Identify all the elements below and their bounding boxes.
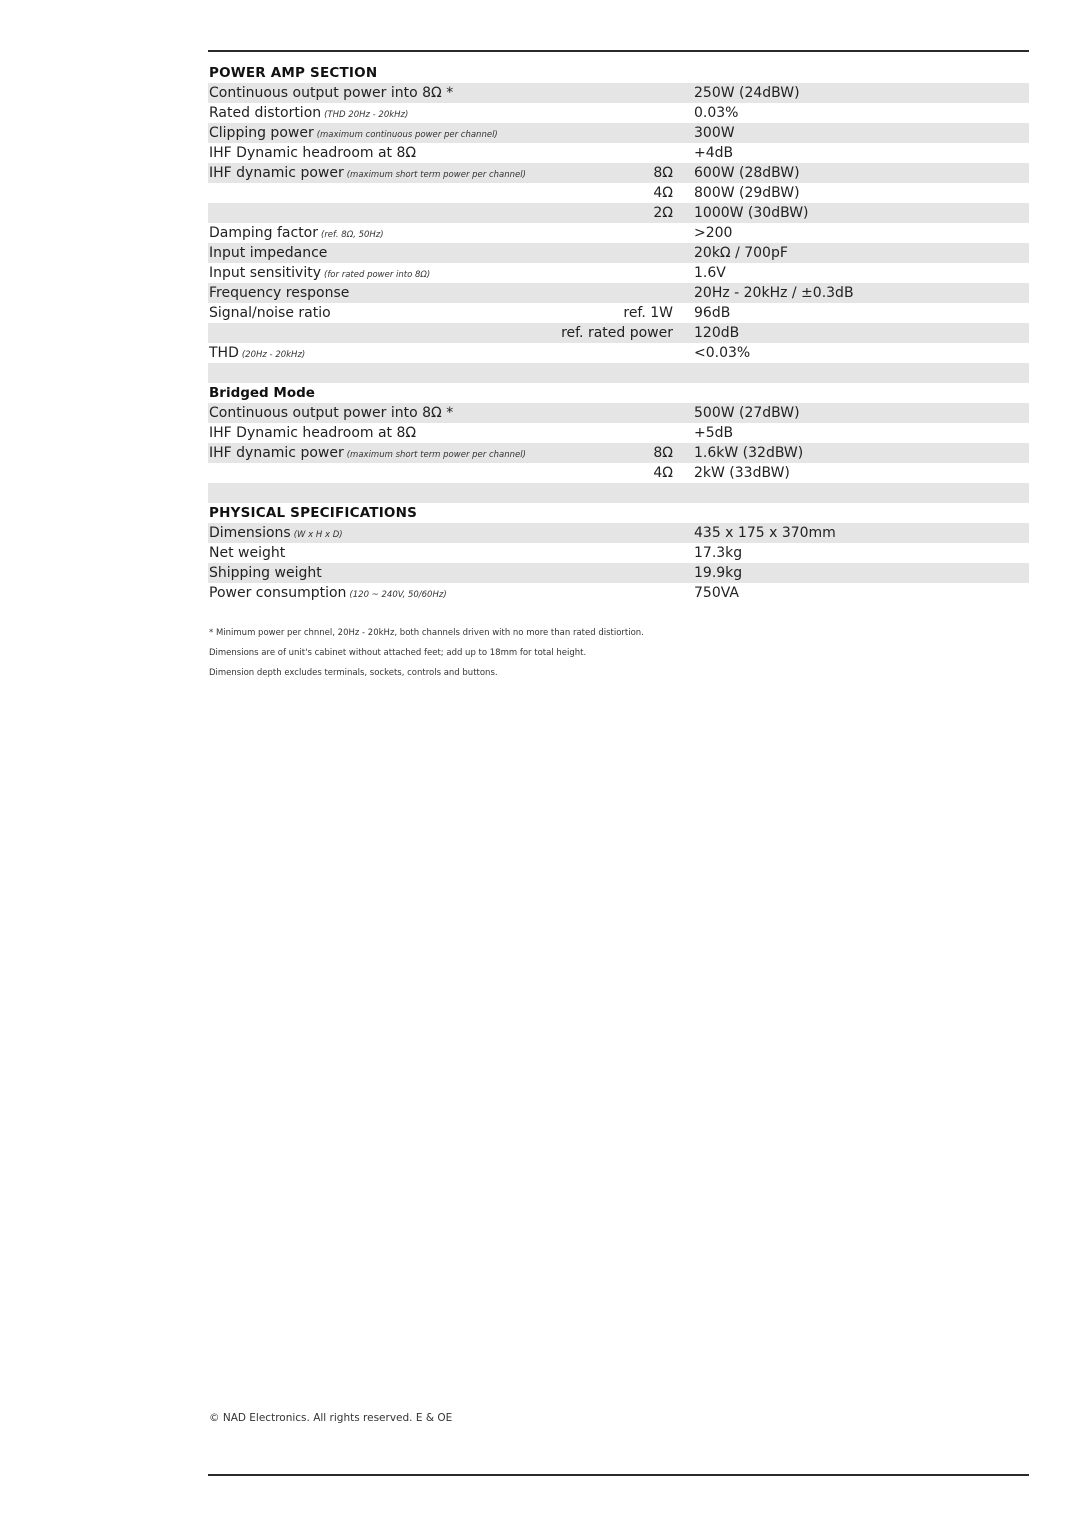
spec-value: 120dB <box>694 325 740 341</box>
spec-value: 96dB <box>694 305 731 321</box>
spec-label <box>209 183 212 205</box>
spec-value: 1.6V <box>694 265 726 281</box>
footnotes <box>209 625 644 685</box>
spec-label-text: IHF dynamic power <box>209 165 344 181</box>
spec-label-text: Shipping weight <box>209 565 322 581</box>
spec-row <box>208 343 1029 363</box>
spec-row <box>208 263 1029 283</box>
footnote-dimension-depth: Dimension depth excludes terminals, sockets, controls and buttons. <box>209 668 498 678</box>
power-amp-section-title: POWER AMP SECTION <box>209 65 378 81</box>
spec-value: <0.03% <box>694 345 751 361</box>
spec-row <box>208 123 1029 143</box>
spec-label <box>209 343 305 365</box>
spec-row <box>208 403 1029 423</box>
bottom-rule <box>208 1474 1029 1476</box>
spec-label <box>209 523 343 545</box>
spec-value: 17.3kg <box>694 545 743 561</box>
spec-reference: ref. rated power <box>561 325 673 341</box>
spec-value: 435 x 175 x 370mm <box>694 525 836 541</box>
spec-row <box>208 243 1029 263</box>
spec-row <box>208 363 1029 383</box>
spec-row <box>208 583 1029 603</box>
spec-label-text: Frequency response <box>209 285 350 301</box>
spec-sheet <box>208 63 1029 603</box>
spec-row <box>208 303 1029 323</box>
spec-label-text: THD <box>209 345 239 361</box>
spec-row <box>208 483 1029 503</box>
spec-row <box>208 563 1029 583</box>
spec-label-text: Rated distortion <box>209 105 322 121</box>
top-rule <box>208 50 1029 52</box>
spec-value: 20kΩ / 700pF <box>694 245 788 261</box>
spec-label <box>209 223 384 245</box>
spec-label-text: Clipping power <box>209 125 314 141</box>
spec-value: 0.03% <box>694 105 739 121</box>
spec-row <box>208 143 1029 163</box>
spec-value: 20Hz - 20kHz / ±0.3dB <box>694 285 854 301</box>
spec-value: 19.9kg <box>694 565 743 581</box>
spec-label <box>209 463 212 485</box>
spec-row <box>208 423 1029 443</box>
spec-label-text: IHF Dynamic headroom at 8Ω <box>209 425 417 441</box>
spec-label <box>209 123 498 145</box>
spec-condition-note: (20Hz - 20kHz) <box>241 350 306 360</box>
power-amp-table <box>208 83 1029 383</box>
spec-condition-note: (for rated power into 8Ω) <box>324 270 431 280</box>
spec-label <box>209 563 325 585</box>
spec-label <box>209 143 419 165</box>
spec-label-text: Damping factor <box>209 225 318 241</box>
spec-condition-note: (maximum short term power per channel) <box>346 170 526 180</box>
spec-value: +5dB <box>694 425 734 441</box>
copyright-text: © NAD Electronics. All rights reserved. E & OE <box>209 1412 453 1424</box>
spec-label <box>209 83 456 105</box>
spec-row <box>208 283 1029 303</box>
spec-label-text: Signal/noise ratio <box>209 305 331 321</box>
spec-row <box>208 103 1029 123</box>
spec-row <box>208 183 1029 203</box>
spec-condition-note: (120 ~ 240V, 50/60Hz) <box>349 590 447 600</box>
spec-value: 800W (29dBW) <box>694 185 800 201</box>
spec-row <box>208 543 1029 563</box>
spec-label-text: IHF dynamic power <box>209 445 344 461</box>
spec-reference: 8Ω <box>653 445 673 461</box>
spec-label-text: Continuous output power into 8Ω * <box>209 85 454 101</box>
spec-label <box>209 423 419 445</box>
spec-label <box>209 303 334 325</box>
spec-label-text: IHF Dynamic headroom at 8Ω <box>209 145 417 161</box>
spec-condition-note: (maximum continuous power per channel) <box>316 130 498 140</box>
spec-condition-note: (maximum short term power per channel) <box>346 450 526 460</box>
spec-label <box>209 323 212 345</box>
physical-specs-title: PHYSICAL SPECIFICATIONS <box>209 505 418 521</box>
footnote-min-power: * Minimum power per chnnel, 20Hz - 20kHz, both channels driven with no more than rated distiortion. <box>209 628 644 638</box>
spec-row <box>208 523 1029 543</box>
spec-reference: ref. 1W <box>623 305 673 321</box>
spec-value: >200 <box>694 225 733 241</box>
spec-row <box>208 323 1029 343</box>
spec-label <box>209 243 330 265</box>
spec-row <box>208 203 1029 223</box>
spec-value: 300W <box>694 125 735 141</box>
spec-row <box>208 443 1029 463</box>
spec-label <box>209 163 526 185</box>
footnote-dimensions-height: Dimensions are of unit's cabinet without attached feet; add up to 18mm for total height. <box>209 648 587 658</box>
spec-row <box>208 463 1029 483</box>
spec-label-text: Power consumption <box>209 585 347 601</box>
spec-reference: 4Ω <box>653 465 673 481</box>
spec-row <box>208 163 1029 183</box>
spec-value: 600W (28dBW) <box>694 165 800 181</box>
spec-value: +4dB <box>694 145 734 161</box>
spec-label <box>209 283 352 305</box>
spec-label <box>209 263 430 285</box>
spec-label <box>209 543 288 565</box>
spec-label <box>209 403 456 425</box>
spec-value: 750VA <box>694 585 739 601</box>
spec-label-text: Continuous output power into 8Ω * <box>209 405 454 421</box>
spec-label <box>209 583 447 605</box>
spec-label <box>209 483 212 505</box>
spec-label <box>209 443 526 465</box>
spec-condition-note: (W x H x D) <box>293 530 343 540</box>
spec-value: 2kW (33dBW) <box>694 465 790 481</box>
physical-specs-table <box>208 523 1029 603</box>
spec-value: 250W (24dBW) <box>694 85 800 101</box>
spec-value: 500W (27dBW) <box>694 405 800 421</box>
spec-label-text: Net weight <box>209 545 286 561</box>
spec-label <box>209 363 212 385</box>
spec-reference: 4Ω <box>653 185 673 201</box>
bridged-mode-title: Bridged Mode <box>209 385 315 401</box>
spec-label-text: Dimensions <box>209 525 291 541</box>
spec-value: 1000W (30dBW) <box>694 205 809 221</box>
spec-label <box>209 103 408 125</box>
spec-label-text: Input impedance <box>209 245 328 261</box>
spec-condition-note: (ref. 8Ω, 50Hz) <box>321 230 384 240</box>
spec-reference: 8Ω <box>653 165 673 181</box>
spec-value: 1.6kW (32dBW) <box>694 445 804 461</box>
spec-reference: 2Ω <box>653 205 673 221</box>
spec-label-text: Input sensitivity <box>209 265 321 281</box>
spec-label <box>209 203 212 225</box>
bridged-mode-table <box>208 403 1029 503</box>
spec-row <box>208 83 1029 103</box>
spec-row <box>208 223 1029 243</box>
spec-condition-note: (THD 20Hz - 20kHz) <box>324 110 409 120</box>
